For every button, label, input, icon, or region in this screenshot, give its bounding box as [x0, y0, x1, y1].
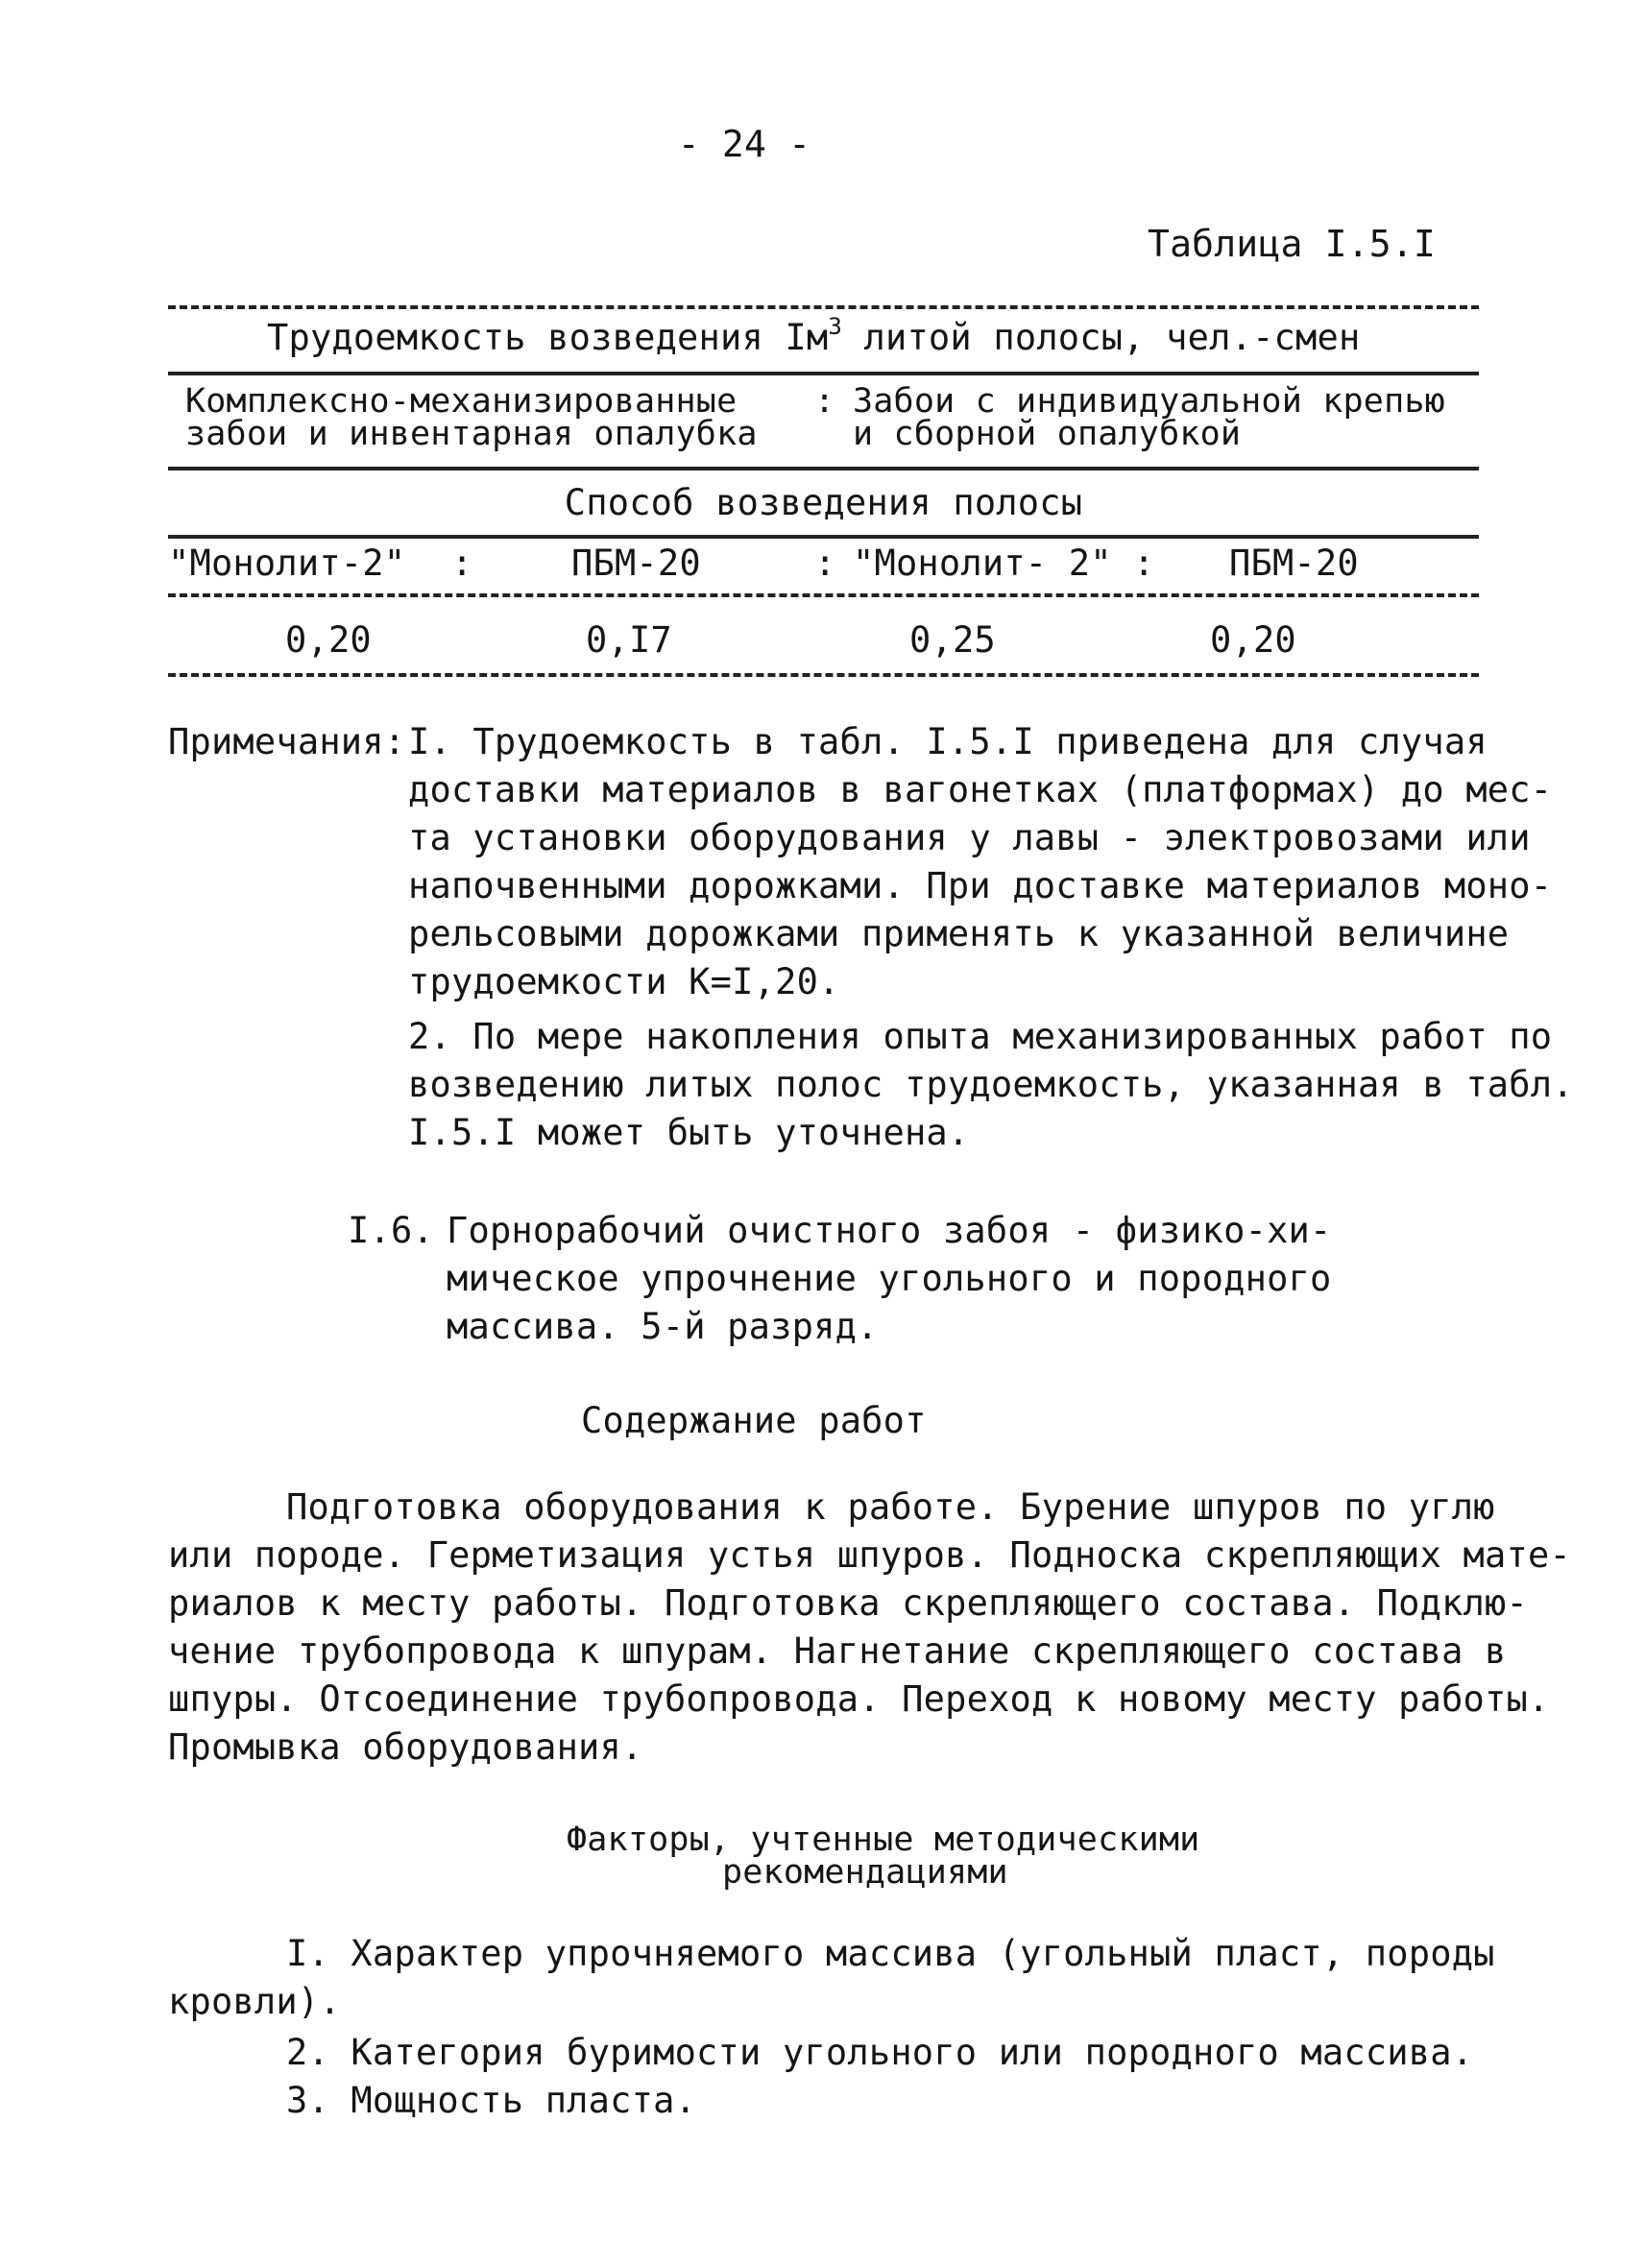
- content-line: шпуры. Отсоединение трубопровода. Переход к новому месту работы.: [168, 1678, 1550, 1720]
- group-left-line-1: Комплексно-механизированные: [185, 382, 738, 421]
- table-method-rule: [168, 535, 1479, 539]
- table-header: [267, 313, 1361, 363]
- table-header-pre: Трудоемкость возведения Iм: [267, 317, 829, 358]
- factor-line: 2. Категория буримости угольного или породного массива.: [286, 2032, 1474, 2073]
- factor-line: 3. Мощность пласта.: [286, 2080, 697, 2121]
- column-separator: :: [814, 543, 836, 584]
- column-separator: :: [451, 543, 473, 584]
- value-cell: 0,20: [285, 619, 372, 661]
- group-right-line-1: Забои с индивидуальной крепью: [853, 382, 1445, 421]
- note-line: возведению литых полос трудоемкость, указанная в табл.: [408, 1064, 1574, 1105]
- content-heading: Содержание работ: [581, 1400, 927, 1441]
- content-line: чение трубопровода к шпурам. Нагнетание скрепляющего состава в: [168, 1630, 1507, 1672]
- section-title-line: массива. 5-й разряд.: [447, 1306, 879, 1347]
- column-monolit-2-a: "Монолит-2": [168, 543, 406, 584]
- table-header-rule: [168, 372, 1479, 375]
- table-top-rule: [168, 305, 1479, 309]
- section-title-line: Горнорабочий очистного забоя - физико-хи-: [447, 1210, 1332, 1251]
- group-separator: :: [814, 382, 835, 421]
- content-line: или породе. Герметизация устья шпуров. Подноска скрепляющих мате-: [168, 1534, 1571, 1576]
- table-bottom-rule: [168, 673, 1479, 677]
- content-line: Промывка оборудования.: [168, 1726, 643, 1768]
- column-pbm-20-a: ПБМ-20: [571, 543, 701, 584]
- page-number: - 24 -: [677, 123, 811, 165]
- table-header-sup: 3: [828, 313, 843, 340]
- table-header-post: литой полосы, чел.-смен: [842, 317, 1361, 358]
- content-line: риалов к месту работы. Подготовка скрепляющего состава. Подклю-: [168, 1582, 1528, 1624]
- note-line: I.5.I может быть уточнена.: [408, 1112, 970, 1153]
- content-line: Подготовка оборудования к работе. Бурение шпуров по углю: [286, 1486, 1495, 1528]
- notes-label: Примечания:: [168, 721, 406, 762]
- section-number: I.6.: [348, 1210, 434, 1251]
- group-left-line-2: забои и инвентарная опалубка: [185, 415, 758, 453]
- table-label: Таблица I.5.I: [1148, 223, 1437, 265]
- factor-line: I. Характер упрочняемого массива (угольный пласт, породы: [286, 1933, 1495, 1974]
- note-line: I. Трудоемкость в табл. I.5.I приведена для случая: [408, 721, 1488, 762]
- note-line: 2. По мере накопления опыта механизированных работ по: [408, 1016, 1553, 1057]
- note-line: та установки оборудования у лавы - электровозами или: [408, 817, 1531, 858]
- value-cell: 0,25: [909, 619, 996, 661]
- group-right-line-2: и сборной опалубкой: [853, 415, 1242, 453]
- note-line: напочвенными дорожками. При доставке материалов моно-: [408, 865, 1553, 906]
- table-columns-rule: [168, 593, 1479, 597]
- method-header: Способ возведения полосы: [564, 482, 1083, 523]
- section-title-line: мическое упрочнение угольного и породного: [447, 1258, 1332, 1299]
- column-monolit-2-b: "Монолит- 2": [853, 543, 1112, 584]
- note-line: рельсовыми дорожками применять к указанной величине: [408, 913, 1510, 954]
- factor-line: кровли).: [168, 1981, 341, 2022]
- table-group-rule: [168, 467, 1479, 470]
- note-line: трудоемкости К=I,20.: [408, 961, 840, 1002]
- column-separator: :: [1133, 543, 1155, 584]
- factors-heading-line-2: рекомендациями: [722, 1853, 1008, 1892]
- value-cell: 0,I7: [586, 619, 672, 661]
- note-line: доставки материалов в вагонетках (платформах) до мес-: [408, 769, 1553, 810]
- column-pbm-20-b: ПБМ-20: [1229, 543, 1359, 584]
- value-cell: 0,20: [1210, 619, 1296, 661]
- factors-heading-line-1: Факторы, учтенные методическими: [567, 1821, 1200, 1859]
